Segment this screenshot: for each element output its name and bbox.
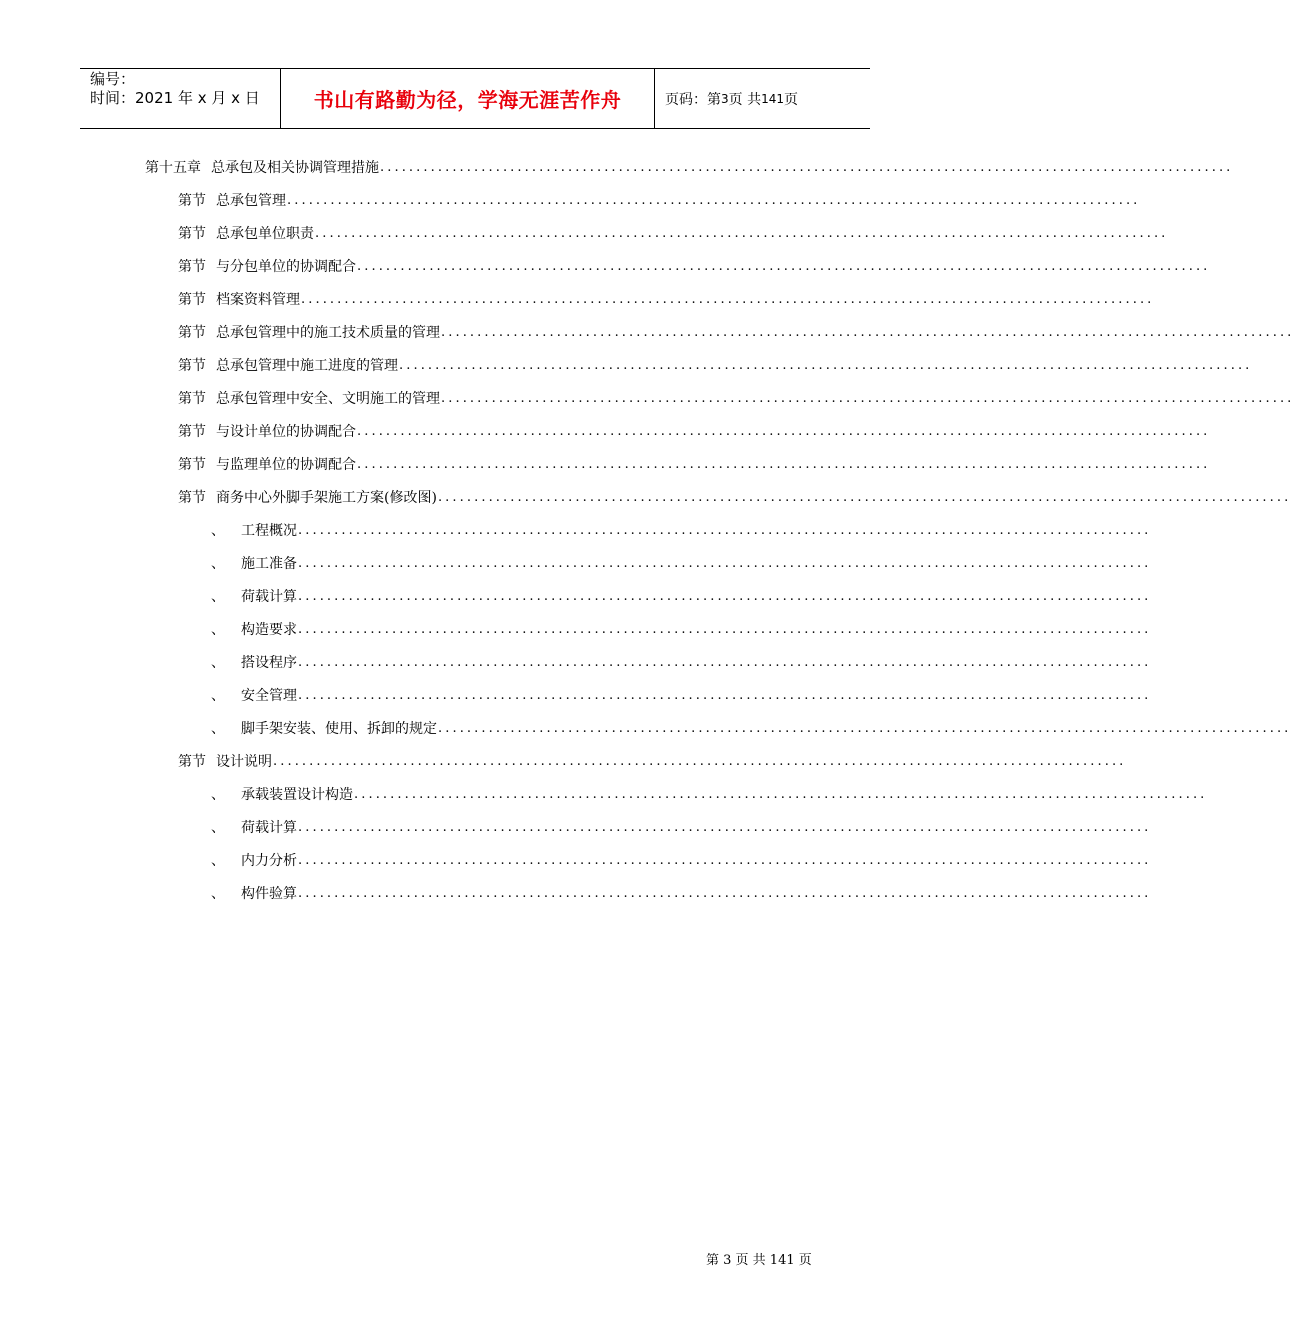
toc-entry-title: 荷载计算 [241, 820, 297, 836]
toc-entry[interactable] [178, 453, 1211, 475]
toc-entry-title: 总承包管理中施工进度的管理 [216, 358, 398, 374]
page-suffix: 页 [784, 91, 798, 108]
page-total: 141 [761, 91, 784, 106]
toc-dot-leader: ...................................................................................................................... [301, 291, 1155, 307]
toc-dot-leader: ...................................................................................................................... [441, 390, 1294, 406]
page-current: 3 [721, 91, 729, 106]
toc-entry-prefix: 、 [211, 787, 225, 803]
toc-entry-title: 总承包管理中的施工技术质量的管理 [216, 325, 440, 341]
toc-entry-title: 与监理单位的协调配合 [216, 457, 356, 473]
toc-entry-prefix: 、 [211, 688, 225, 704]
toc-entry[interactable] [211, 882, 1152, 904]
toc-entry-prefix: 、 [211, 622, 225, 638]
page-prefix: 页码：第 [665, 91, 721, 108]
toc-dot-leader: ...................................................................................................................... [298, 621, 1152, 637]
toc-entry-title: 总承包管理中安全、文明施工的管理 [216, 391, 440, 407]
toc-entry-title: 安全管理 [241, 688, 297, 704]
toc-dot-leader: ...................................................................................................................... [315, 225, 1169, 241]
toc-entry[interactable] [211, 717, 1292, 739]
toc-entry-prefix: 第节 [178, 193, 206, 209]
toc-entry[interactable] [178, 354, 1253, 376]
toc-entry-title: 荷载计算 [241, 589, 297, 605]
toc-entry[interactable] [178, 222, 1169, 244]
toc-dot-leader: ...................................................................................................................... [298, 687, 1152, 703]
toc-entry[interactable] [211, 816, 1152, 838]
toc-dot-leader: ...................................................................................................................... [399, 357, 1253, 373]
toc-entry-title: 工程概况 [241, 523, 297, 539]
toc-entry-prefix: 第节 [178, 358, 206, 374]
toc-entry[interactable] [211, 552, 1152, 574]
toc-entry-prefix: 、 [211, 655, 225, 671]
toc-entry-title: 内力分析 [241, 853, 297, 869]
document-date-label: 时间：2021 年 x 月 x 日 [90, 89, 260, 107]
header-meta [80, 69, 281, 128]
toc-entry[interactable] [178, 255, 1211, 277]
toc-entry-prefix: 第节 [178, 325, 206, 341]
toc-dot-leader: ...................................................................................................................... [437, 489, 1292, 505]
toc-entry[interactable] [211, 684, 1152, 706]
toc-entry-title: 施工准备 [241, 556, 297, 572]
toc-entry-title: 脚手架安装、使用、拆卸的规定 [241, 721, 437, 737]
toc-entry[interactable] [211, 585, 1152, 607]
toc-entry-title: 设计说明 [216, 754, 272, 770]
toc-entry-prefix: 、 [211, 721, 225, 737]
toc-entry-title: 承载装置设计构造 [241, 787, 353, 803]
toc-entry-prefix: 第节 [178, 226, 206, 242]
toc-dot-leader: ...................................................................................................................... [357, 456, 1211, 472]
toc-entry-title: 构造要求 [241, 622, 297, 638]
toc-entry-prefix: 、 [211, 853, 225, 869]
page-footer: 第 3 页 共 141 页 [706, 1253, 812, 1268]
page-mid: 页 共 [728, 91, 762, 108]
header-motto: 书山有路勤为径，学海无涯苦作舟 [281, 69, 655, 128]
toc-entry-prefix: 第节 [178, 424, 206, 440]
toc-entry-prefix: 、 [211, 523, 225, 539]
toc-dot-leader: ...................................................................................................................... [298, 522, 1152, 538]
toc-entry-title: 总承包管理 [216, 193, 286, 209]
toc-entry-prefix: 、 [211, 556, 225, 572]
toc-dot-leader: ...................................................................................................................... [298, 654, 1152, 670]
toc-entry[interactable] [211, 783, 1208, 805]
toc-entry-prefix: 第节 [178, 490, 206, 506]
toc-entry-prefix: 第节 [178, 754, 206, 770]
header-page-number [655, 69, 870, 128]
toc-entry[interactable] [178, 750, 1127, 772]
toc-entry[interactable] [178, 321, 1294, 343]
toc-entry-prefix: 第节 [178, 457, 206, 473]
toc-entry-prefix: 第节 [178, 292, 206, 308]
toc-entry-prefix: 第十五章 [145, 160, 201, 176]
toc-dot-leader: ...................................................................................................................... [298, 885, 1152, 901]
toc-entry[interactable] [178, 486, 1292, 508]
toc-entry-title: 总承包及相关协调管理措施 [211, 160, 379, 176]
toc-dot-leader: ...................................................................................................................... [298, 588, 1152, 604]
toc-dot-leader: ...................................................................................................................... [273, 753, 1127, 769]
toc-dot-leader: ...................................................................................................................... [298, 555, 1152, 571]
toc-entry-title: 与分包单位的协调配合 [216, 259, 356, 275]
toc-entry-prefix: 第节 [178, 391, 206, 407]
toc-dot-leader: ...................................................................................................................... [357, 258, 1211, 274]
toc-dot-leader: ...................................................................................................................... [354, 786, 1208, 802]
toc-entry[interactable] [145, 156, 1234, 178]
toc-entry[interactable] [178, 288, 1155, 310]
toc-entry-prefix: 第节 [178, 259, 206, 275]
toc-entry-prefix: 、 [211, 820, 225, 836]
toc-dot-leader: ...................................................................................................................... [438, 720, 1292, 736]
toc-dot-leader: ...................................................................................................................... [298, 819, 1152, 835]
toc-entry-title: 搭设程序 [241, 655, 297, 671]
document-number-label: 编号： [90, 70, 136, 88]
toc-entry[interactable] [211, 519, 1152, 541]
toc-dot-leader: ...................................................................................................................... [380, 159, 1234, 175]
toc-entry-prefix: 、 [211, 589, 225, 605]
page-header [80, 68, 870, 129]
toc-entry-title: 构件验算 [241, 886, 297, 902]
toc-entry-prefix: 、 [211, 886, 225, 902]
toc-dot-leader: ...................................................................................................................... [298, 852, 1152, 868]
toc-entry[interactable] [178, 387, 1294, 409]
toc-entry[interactable] [211, 618, 1152, 640]
toc-entry-title: 总承包单位职责 [216, 226, 314, 242]
toc-entry[interactable] [211, 651, 1152, 673]
toc-entry-title: 商务中心外脚手架施工方案(修改图) [216, 490, 437, 506]
toc-entry[interactable] [211, 849, 1152, 871]
toc-entry[interactable] [178, 189, 1141, 211]
toc-dot-leader: ...................................................................................................................... [357, 423, 1211, 439]
toc-entry-title: 与设计单位的协调配合 [216, 424, 356, 440]
toc-entry-title: 档案资料管理 [216, 292, 300, 308]
toc-entry[interactable] [178, 420, 1211, 442]
toc-dot-leader: ...................................................................................................................... [287, 192, 1141, 208]
toc-dot-leader: ...................................................................................................................... [441, 324, 1294, 340]
